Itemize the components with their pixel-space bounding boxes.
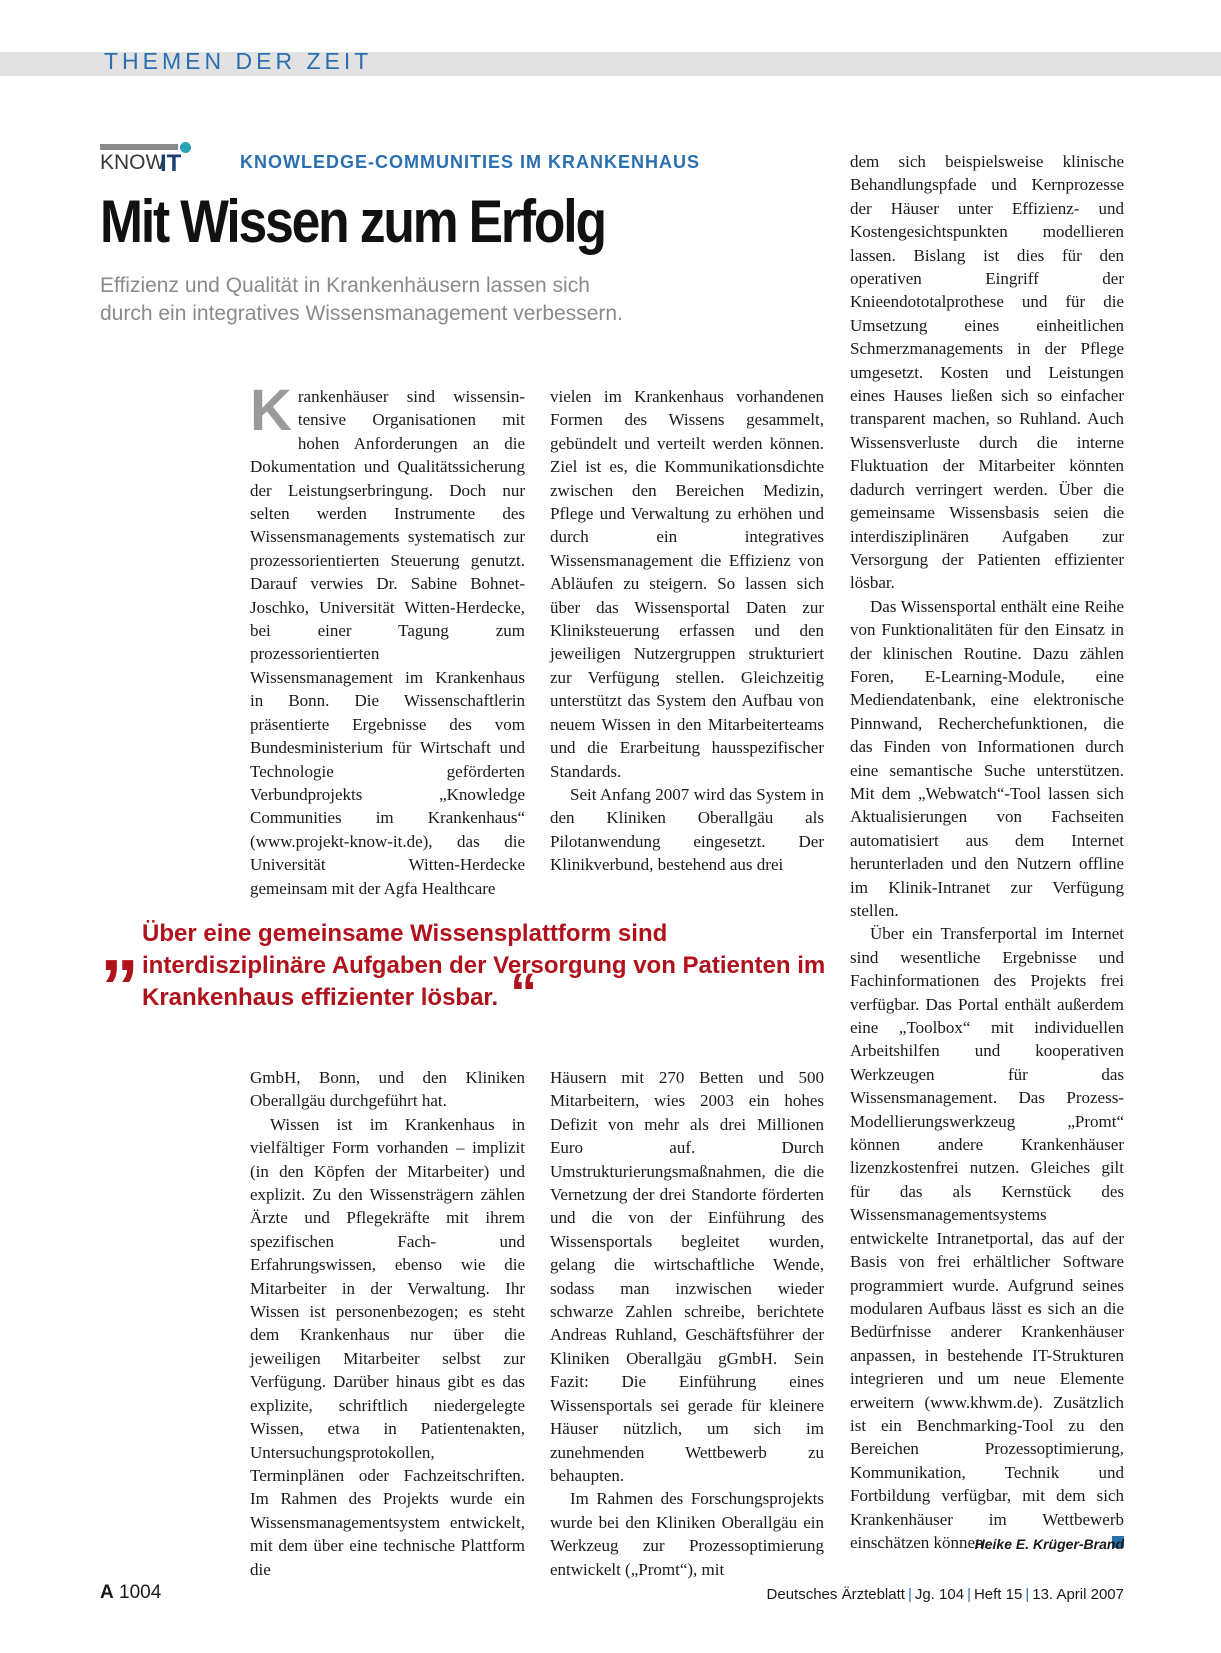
page-number-value: 1004: [119, 1582, 162, 1603]
column-1-bottom: [250, 1066, 525, 1581]
deck-line-1: Effizienz und Qualität in Krankenhäusern lassen sich: [100, 274, 590, 297]
quote-close-mark: “: [510, 963, 538, 1023]
pull-quote-text-block: [142, 918, 842, 1023]
page-prefix: A: [100, 1582, 114, 1603]
body-paragraph: Häusern mit 270 Betten und 500 Mitarbeitern, wies 2003 ein hohes Defizit von mehr als drei Millionen Euro auf. Durch Umstrukturierungsmaßnahmen, die die Vernetzung der drei Standorte förderten und die von der Einführung des Wissensportals begleitet wurden, gelang die wirtschaftliche Wende, sodass man inzwischen wieder schwarze Zahlen schreibe, berichtete Andreas Ruhland, Geschäftsführer der Kliniken Oberallgäu gGmbH. Sein Fazit: Die Einführung eines Wissensportals sei gerade für kleinere Häuser nützlich, um sich im zunehmenden Wettbewerb zu behaupten.: [550, 1068, 824, 1485]
column-2-bottom: [550, 1066, 824, 1581]
article-deck: [100, 272, 720, 328]
body-paragraph: dem sich beispielsweise klinische Behandlungspfade und Kernprozesse der Häuser unter Effizienz- und Kostengesichtspunkten modellieren lassen. Bislang ist dies für den operativen Eingriff der Knieendototalprothese und für die Umsetzung eines einheitlichen Schmerzmanagements in der Pflege umgesetzt. Kosten und Leistungen eines Hauses ließen sich so einfacher transparent machen, so Ruhland. Auch Wissensverluste durch die interne Fluktuation der Mitarbeiter könnten dadurch verringert werden. Über die gemeinsame Wissensbasis seien die interdisziplinären Aufgaben zur Versorgung der Patienten effizienter lösbar.: [850, 152, 1124, 593]
section-label: THEMEN DER ZEIT: [104, 48, 373, 74]
column-1-top: [250, 378, 525, 900]
article-kicker: KNOWLEDGE-COMMUNITIES IM KRANKENHAUS: [240, 152, 700, 172]
body-paragraph: [250, 378, 525, 900]
footer-separator: |: [967, 1586, 971, 1603]
logo-dot: [180, 142, 191, 153]
journal-volume: Jg. 104: [914, 1586, 965, 1603]
body-paragraph: [850, 922, 1124, 1554]
know-it-logo: [100, 144, 204, 177]
logo-it: IT: [160, 150, 182, 177]
body-paragraph: Wissen ist im Krankenhaus in vielfältiger Form vorhanden – implizit (in den Köpfen der Mitarbeiter) und explizit. Zu den Wissensträgern zählen Ärzte und Pflegekräfte mit ihrem spezifischen Fach- und Erfahrungswissen, ebenso wie die Mitarbeiter in der Verwaltung. Ihr Wissen ist personenbezogen; es steht dem Krankenhaus nur über die jeweiligen Mitarbeiter selbst zur Verfügung. Darüber hinaus gibt es das explizite, schriftlich niedergelegte Wissen, etwa in Patientenakten, Untersuchungsprotokollen, Terminplänen oder Fachzeitschriften. Im Rahmen des Projekts wurde ein Wissensmanagementsystem entwickelt, mit dem über eine technische Plattform die: [250, 1114, 525, 1579]
body-paragraph: GmbH, Bonn, und den Kliniken Oberallgäu durchgeführt hat.: [250, 1068, 525, 1111]
journal-name: Deutsches Ärzteblatt: [766, 1586, 905, 1603]
logo-know: KNOW: [100, 151, 166, 174]
journal-date: 13. April 2007: [1032, 1586, 1124, 1603]
body-paragraph: Im Rahmen des Forschungsprojekts wurde bei den Kliniken Oberallgäu ein Werkzeug zur Prozessoptimierung entwickelt („Promt“), mit: [550, 1489, 824, 1579]
column-2-top: [550, 385, 824, 877]
column-3: [850, 150, 1124, 1554]
footer-separator: |: [1025, 1586, 1030, 1603]
paragraph-text: Über ein Transferportal im Internet sind wesentliche Ergebnisse und Fachinformationen des Projekts frei verfügbar. Das Portal enthält außerdem eine „Toolbox“ mit individuellen Arbeitshilfen und kooperativen Werkzeugen für das Wissensmanagement. Das Prozess-Modellierungswerkzeug „Promt“ können andere Krankenhäuser lizenzkostenfrei nutzen. Gleiches gilt für das als Kernstück des Wissensmanagementsystems entwickelte Intranetportal, das auf der Basis von frei erhältlicher Software programmiert wurde. Aufgrund seines modularen Aufbaus lässt es sich an die Bedürfnisse anderer Krankenhäuser anpassen, in bestehende IT-Strukturen integrieren und um neue Elemente erweitern (www.khwm.de). Zusätzlich ist ein Benchmarking-Tool zu den Bereichen Prozessoptimierung, Kommunikation, Technik und Fortbildung verfügbar, mit dem sich Krankenhäuser im Wettbewerb einschätzen können.: [850, 924, 1124, 1552]
article-title: Mit Wissen zum Erfolg: [100, 188, 605, 255]
drop-cap: K: [250, 378, 292, 443]
quote-open-mark: „: [100, 899, 139, 987]
journal-footer: [767, 1586, 1124, 1603]
paragraph-text: rankenhäuser sind wissensintensive Organisationen mit hohen Anforderungen an die Dokumentation und Qualitätssicherung der Leistungserbringung. Doch nur selten werden Instrumente des Wissensmanagements systematisch zur prozessorientierten Steuerung genutzt. Darauf verwies Dr. Sabine Bohnet-Joschko, Universität Witten-Herdecke, bei einer Tagung zum prozessorientierten Wissensmanagement im Krankenhaus in Bonn. Die Wissenschaftlerin präsentierte Ergebnisse des vom Bundesministerium für Wirtschaft und Technologie geförderten Verbundprojekts „Knowledge Communities im Krankenhaus“ (www.projekt-know-it.de), das die Universität Witten-Herdecke gemeinsam mit der Agfa Healthcare: [250, 387, 525, 898]
deck-line-2: durch ein integratives Wissensmanagement verbessern.: [100, 302, 623, 325]
body-paragraph: Seit Anfang 2007 wird das System in den Kliniken Oberallgäu als Pilotanwendung eingesetzt. Der Klinikverbund, bestehend aus drei: [550, 784, 824, 875]
journal-issue: Heft 15: [973, 1586, 1023, 1603]
body-paragraph: Das Wissensportal enthält eine Reihe von Funktionalitäten für den Einsatz in der klinischen Routine. Dazu zählen Foren, E-Learning-Module, eine Mediendatenbank, eine elektronische Pinnwand, Recherchefunktionen, die das Finden von Informationen durch eine semantische Suche unterstützen. Mit dem „Webwatch“-Tool lassen sich Aktualisierungen von Fachseiten automatisiert aus dem Internet herunterladen und den Nutzern offline im Klinik-Intranet zur Verfügung stellen.: [850, 596, 1124, 920]
body-paragraph: vielen im Krankenhaus vorhandenen Formen des Wissens gesammelt, gebündelt und verteilt werden können. Ziel ist es, die Kommunikationsdichte zwischen den Bereichen Medizin, Pflege und Verwaltung zu erhöhen und durch ein integratives Wissensmanagement die Effizienz von Abläufen zu steigern. So lassen sich über das Wissensportal Daten zur Kliniksteuerung erfassen und den jeweiligen Nutzergruppen strukturiert zur Verfügung stellen. Gleichzeitig unterstützt das System den Aufbau von neuem Wissen in den Mitarbeiterteams und die Erarbeitung hausspezifischer Standards.: [550, 387, 824, 781]
pull-quote-text: Über eine gemeinsame Wissensplattform sind interdisziplinäre Aufgaben der Versorgung von Patienten im Krankenhaus effizienter lösbar.: [142, 920, 826, 1011]
footer-separator: |: [907, 1586, 912, 1603]
page-number: [100, 1582, 161, 1604]
author-byline: Heike E. Krüger-Brand: [974, 1536, 1124, 1552]
